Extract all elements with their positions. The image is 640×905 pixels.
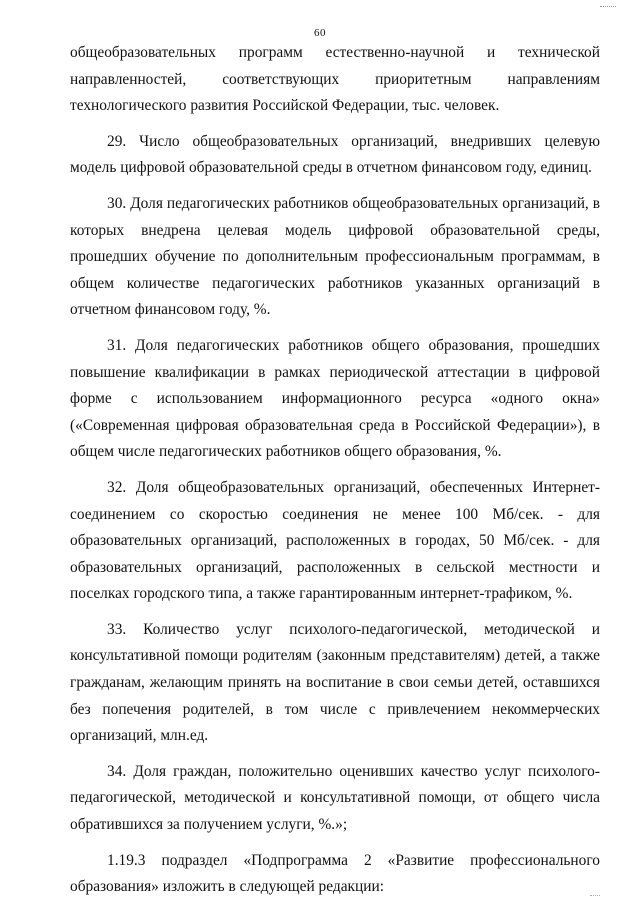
paragraph-item-30: 30. Доля педагогических работников общеобразовательных организаций, в которых внедрена целевая модель цифровой образовательной среды, прошедших обучение по дополнительным профессиональным программам, в общем количестве педагогических работников указанных организаций в отчетном финансовом году, %. — [70, 194, 600, 319]
paragraph-item-31: 31. Доля педагогических работников общего образования, прошедших повышение квалификации в рамках периодической аттестации в цифровой форме с использованием информационного ресурса «одного окна» («Современная цифровая образовательная среда в Российской Федерации»), в общем числе педагогических работников общего образования, %. — [70, 336, 600, 461]
paragraph-item-29: 29. Число общеобразовательных организаций, внедривших целевую модель цифровой образовательной среды в отчетном финансовом году, единиц. — [70, 132, 600, 177]
paragraph-item-33: 33. Количество услуг психолого-педагогической, методической и консультативной помощи родителям (законным представителям) детей, а также гражданам, желающим принять на воспитание в свои семьи детей, оставшихся без попечения родителей, в том числе с привлечением некоммерческих организаций, млн.ед. — [70, 620, 600, 745]
scan-corner-mark — [600, 0, 616, 7]
paragraph-item-32: 32. Доля общеобразовательных организаций, обеспеченных Интернет-соединением со скоростью соединения не менее 100 Мб/сек. - для образовательных организаций, расположенных в городах, 50 Мб/сек. - для образовательных организаций, расположенных в сельской местности и поселках городского типа, а также гарантированным интернет-трафиком, %. — [70, 478, 600, 603]
page-number: 60 — [314, 27, 326, 39]
paragraph-item-34: 34. Доля граждан, положительно оценивших качество услуг психолого-педагогической, методической и консультативной помощи, от общего числа обратившихся за получением услуги, %.»; — [70, 762, 600, 834]
paragraph-continuation: общеобразовательных программ естественно-научной и технической направленностей, соответствующих приоритетным направлениям технологического развития Российской Федерации, тыс. человек. — [70, 44, 600, 115]
document-body — [70, 40, 600, 901]
scan-speck — [590, 895, 600, 897]
paragraph-item-1-19-3: 1.19.3 подраздел «Подпрограмма 2 «Развитие профессионального образования» изложить в следующей редакции: — [70, 851, 600, 896]
